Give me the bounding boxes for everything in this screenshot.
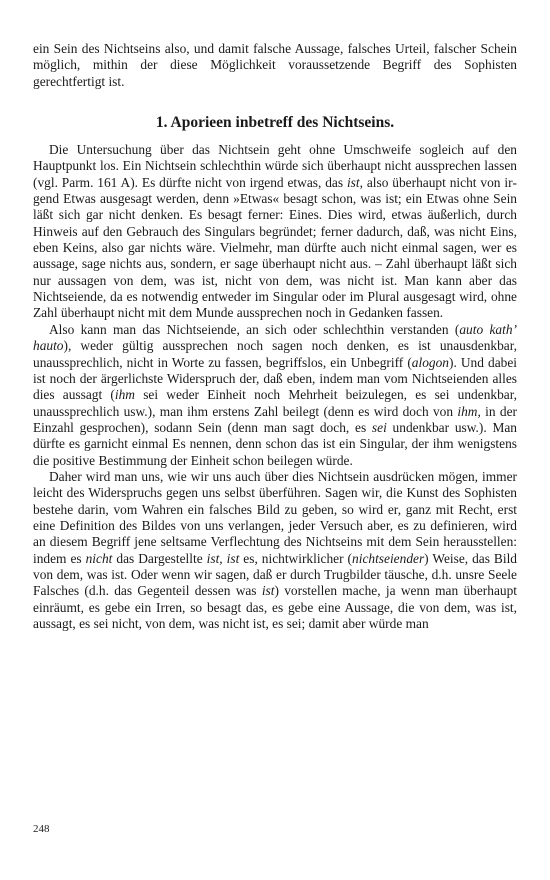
intro-paragraph: ein Sein des Nichtseins also, und damit falsche Aussage, falsches Urteil, falscher Schein möglich, mithin der diese Möglichkeit voraussetzende Begriff des Sophisten gerechtfertigt ist. bbox=[33, 41, 517, 89]
document-page bbox=[33, 41, 517, 632]
italic-run: nichtseiender bbox=[352, 550, 425, 566]
section-heading: 1. Aporieen inbetreff des Nichtseins. bbox=[155, 114, 395, 132]
italic-run: auto kath’ hauto bbox=[33, 321, 518, 354]
italic-run: alogon bbox=[411, 354, 449, 370]
page-number: 248 bbox=[33, 823, 50, 835]
italic-run: ihm bbox=[457, 403, 478, 419]
italic-run: nicht bbox=[85, 550, 113, 566]
body-paragraph-3: Daher wird man uns, wie wir uns auch über dies Nichtsein ausdrücken mögen, immer leicht des Widerspruchs gegen uns selbst überführen. Sagen wir, die Kunst des Sophisten bestehe darin, vom Wahren ein falsches Bild zu geben, so wird er, ganz mit Recht, erst eine Definition des Bildes von uns verlangen, jeder Versuch aber, es zu definieren, wird an diesem Begriff jene seltsame Verflechtung des Nichtseins mit dem Sein herausstellen: indem es nicht das Dargestellte ist, ist es, nichtwirklicher (nichtseiender) Weise, das Bild von dem, was ist. Oder wenn wir sagen, daß er durch Trugbilder täusche, d.h. unsre Seele Falsches (d.h. das Gegenteil dessen was ist) vorstellen mache, ja wenn man überhaupt einräumt, es gebe ein Irren, so besagt das, es gebe eine Aussage, die von dem, was ist, aussagt, es sei nicht, von dem, was nicht ist, es sei; damit aber würde man bbox=[33, 468, 517, 631]
body-paragraph-1: Die Untersuchung über das Nichtsein geht ohne Umschweife sogleich auf den Hauptpunkt los. Ein Nichtsein schlechthin würde sich überhaupt nicht aussprechen lassen (vgl. Parm. 161 A). Es dürfte nicht von irgend etwas, das ist, also überhaupt nicht von irgend Etwas ausgesagt werden, denn »Etwas« besagt schon, was ist; ein Etwas ohne Sein läßt sich gar nicht denken. Es besagt ferner: Eines. Dies wird, etwas äußerlich, durch Hinweis auf den Gebrauch des Singulars begründet; ferner dadurch, daß, was nicht Eins, eben Keins, also gar nichts wäre. Vielmehr, man dürfte auch nicht einmal sagen, wer es aussage, sage nichts aus, sondern, er sage überhaupt nicht aus. – Zahl überhaupt läßt sich nur aussagen von dem, was ist, nicht von dem, was nicht ist. Man kann aber das Nichtseiende, da es notwendig entweder im Singular oder im Plural ausgesagt wird, ohne Zahl überhaupt nicht mit dem Munde aussprechen noch in Gedanken fassen. bbox=[33, 142, 517, 321]
italic-run: sei bbox=[371, 419, 387, 435]
italic-run: ist, ist bbox=[206, 550, 240, 566]
italic-run: ist bbox=[346, 174, 360, 190]
italic-run: ihm bbox=[114, 387, 135, 403]
italic-run: ist bbox=[261, 583, 275, 599]
body-paragraph-2: Also kann man das Nichtseiende, an sich oder schlechthin verstanden (auto kath’ hauto), weder gültig aussprechen noch sagen noch denken, es ist unausdenkbar, unaussprechlich, nicht in Worte zu fassen, begriffslos, ein Unbegriff (alogon). Und dabei ist noch der ärgerlichste Widerspruch der, daß eben, indem man vom Nichtseienden alles dies aussagt (ihm sei weder Einheit noch Mehrheit beizulegen, es sei undenkbar, unaussprechlich usw.), man ihm erstens Zahl beilegt (denn es wird doch von ihm, in der Einzahl gesprochen), sodann Sein (denn man sagt doch, es sei undenkbar usw.). Man dürfte es garnicht einmal Es nennen, denn schon das ist ein Singular, der ihm wenigstens die positive Bestimmung der Einheit schon beilegen würde. bbox=[33, 321, 518, 468]
